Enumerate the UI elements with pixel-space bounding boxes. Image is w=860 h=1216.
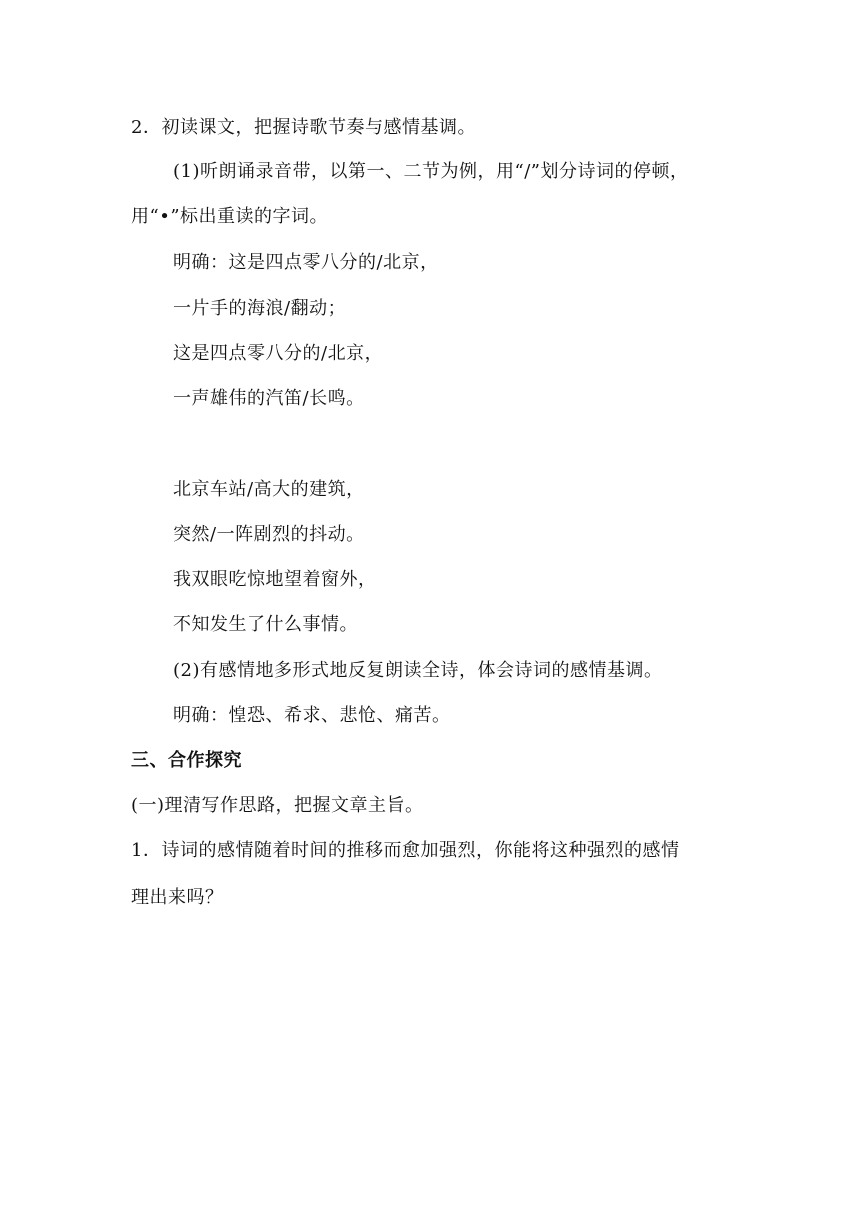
question-1: 1．诗词的感情随着时间的推移而愈加强烈，你能将这种强烈的感情 xyxy=(131,840,680,861)
question-1-continued: 理出来吗？ xyxy=(131,887,224,908)
poem-line: 北京车站/高大的建筑， xyxy=(173,479,365,500)
step-2-heading: 2．初读课文，把握诗歌节奏与感情基调。 xyxy=(131,117,476,138)
task-1-instruction: (1)听朗诵录音带，以第一、二节为例，用“/”划分诗词的停顿， xyxy=(173,161,689,182)
poem-line: 这是四点零八分的/北京， xyxy=(173,343,384,364)
poem-line: 我双眼吃惊地望着窗外， xyxy=(173,569,377,590)
poem-line: 一片手的海浪/翻动； xyxy=(173,298,347,319)
task-2-answer: 明确：惶恐、希求、悲怆、痛苦。 xyxy=(173,705,451,726)
subsection-heading: (一)理清写作思路，把握文章主旨。 xyxy=(131,795,424,816)
answer-poem-line: 明确：这是四点零八分的/北京， xyxy=(173,252,439,273)
task-2-instruction: (2)有感情地多形式地反复朗读全诗，体会诗词的感情基调。 xyxy=(173,660,663,681)
poem-line: 不知发生了什么事情。 xyxy=(173,614,358,635)
poem-line: 突然/一阵剧烈的抖动。 xyxy=(173,524,365,545)
section-heading: 三、合作探究 xyxy=(131,750,242,771)
poem-line: 一声雄伟的汽笛/长鸣。 xyxy=(173,388,365,409)
task-1-instruction-continued: 用“•”标出重读的字词。 xyxy=(131,206,329,227)
